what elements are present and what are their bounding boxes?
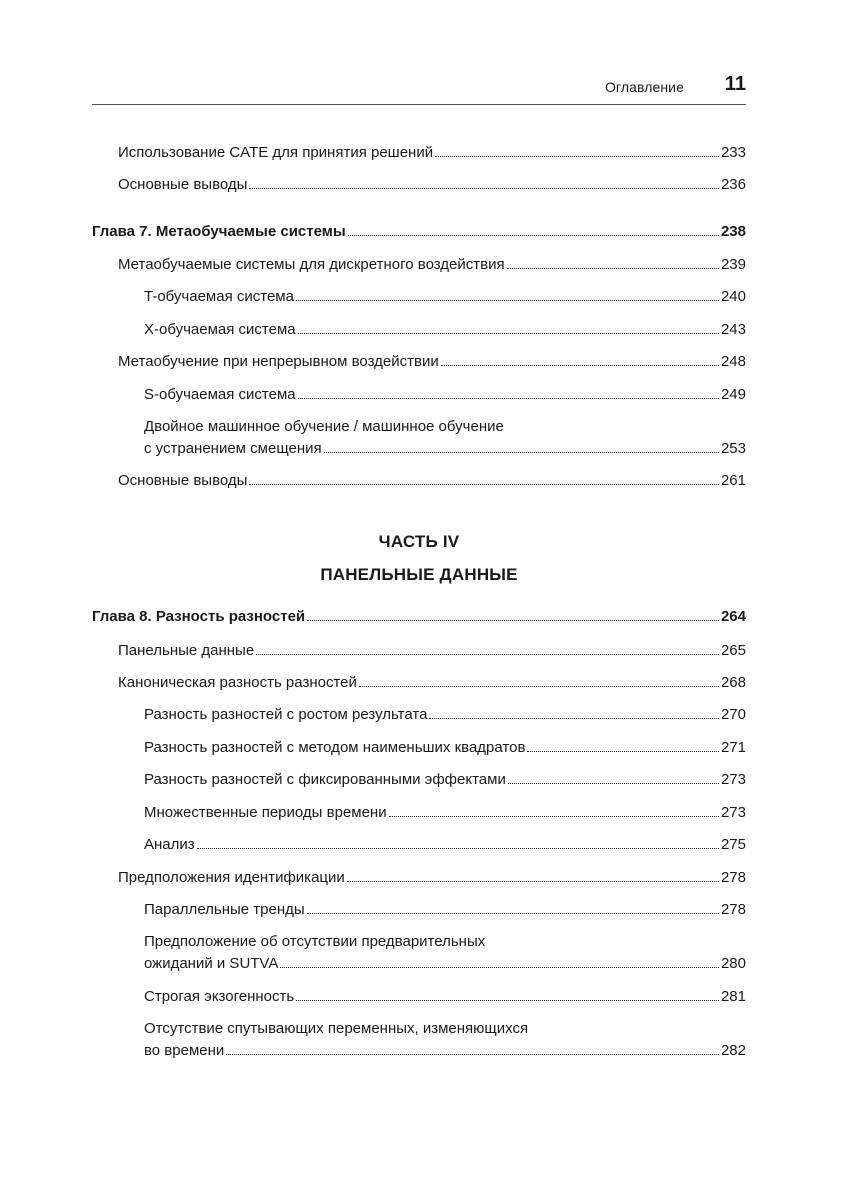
part-number: ЧАСТЬ IV [378, 532, 460, 551]
leader-dots [507, 265, 719, 269]
toc-entry[interactable]: Разность разностей с ростом результата 270 [144, 706, 746, 723]
leader-dots [249, 185, 719, 189]
page-ref: 265 [720, 642, 746, 659]
toc-entry[interactable]: Панельные данные 265 [118, 642, 746, 659]
page-ref: 239 [720, 256, 746, 273]
toc-chapter-8[interactable]: Глава 8. Разность разностей 264 [92, 608, 746, 625]
page-ref: 240 [720, 288, 746, 305]
page-ref: 261 [720, 472, 746, 489]
page-ref: 253 [720, 440, 746, 457]
toc-entry[interactable]: Разность разностей с фиксированными эффектами 273 [144, 771, 746, 788]
leader-dots [324, 449, 719, 453]
page-ref: 275 [720, 836, 746, 853]
leader-dots [527, 748, 719, 752]
page-ref: 264 [720, 608, 746, 625]
toc-chapter-7[interactable]: Глава 7. Метаобучаемые системы 238 [92, 223, 746, 240]
running-header-page-number: 11 [724, 73, 746, 95]
leader-dots [389, 813, 719, 817]
leader-dots [429, 715, 719, 719]
toc-entry[interactable]: Метаобучение при непрерывном воздействии 248 [118, 353, 746, 370]
part-title: ПАНЕЛЬНЫЕ ДАННЫЕ [320, 565, 518, 584]
toc-entry[interactable]: Метаобучаемые системы для дискретного воздействия 239 [118, 256, 746, 273]
page-ref: 270 [720, 706, 746, 723]
leader-dots [197, 845, 719, 849]
toc-entry[interactable]: Каноническая разность разностей 268 [118, 674, 746, 691]
running-header [92, 72, 746, 105]
toc-entry[interactable]: Отсутствие спутывающих переменных, изменяющихся во времени 282 [144, 1020, 746, 1059]
toc-entry[interactable]: Параллельные тренды 278 [144, 901, 746, 918]
toc-entry[interactable]: Предположение об отсутствии предварительных ожиданий и SUTVA 280 [144, 933, 746, 972]
page-ref: 249 [720, 386, 746, 403]
leader-dots [441, 362, 719, 366]
page-ref: 268 [720, 674, 746, 691]
leader-dots [296, 297, 719, 301]
toc-entry[interactable]: Предположения идентификации 278 [118, 869, 746, 886]
page-ref: 238 [720, 223, 746, 240]
toc-entry[interactable]: S-обучаемая система 249 [144, 386, 746, 403]
leader-dots [307, 910, 719, 914]
toc-entry[interactable]: Основные выводы 236 [118, 176, 746, 193]
leader-dots [435, 153, 719, 157]
page-ref: 271 [720, 739, 746, 756]
leader-dots [298, 330, 719, 334]
toc-entry[interactable]: Основные выводы 261 [118, 472, 746, 489]
page-ref: 233 [720, 144, 746, 161]
toc-entry[interactable]: T-обучаемая система 240 [144, 288, 746, 305]
page-ref: 248 [720, 353, 746, 370]
page-ref: 280 [720, 955, 746, 972]
leader-dots [359, 683, 719, 687]
leader-dots [347, 878, 719, 882]
page-ref: 282 [720, 1042, 746, 1059]
page-ref: 243 [720, 321, 746, 338]
page-ref: 278 [720, 901, 746, 918]
toc-entry[interactable]: Разность разностей с методом наименьших квадратов 271 [144, 739, 746, 756]
leader-dots [249, 481, 719, 485]
leader-dots [508, 780, 719, 784]
page-ref: 281 [720, 988, 746, 1005]
toc-entry[interactable]: Строгая экзогенность 281 [144, 988, 746, 1005]
leader-dots [256, 651, 719, 655]
toc-entry[interactable]: Использование CATE для принятия решений 233 [118, 144, 746, 161]
leader-dots [298, 395, 719, 399]
page-ref: 273 [720, 804, 746, 821]
toc-entry[interactable]: Анализ 275 [144, 836, 746, 853]
leader-dots [307, 617, 719, 621]
leader-dots [226, 1051, 719, 1055]
leader-dots [348, 232, 719, 236]
page-ref: 273 [720, 771, 746, 788]
page-ref: 236 [720, 176, 746, 193]
leader-dots [280, 964, 719, 968]
toc-entry[interactable]: Двойное машинное обучение / машинное обучение с устранением смещения 253 [144, 418, 746, 457]
toc-entry[interactable]: Множественные периоды времени 273 [144, 804, 746, 821]
toc-entry[interactable]: X-обучаемая система 243 [144, 321, 746, 338]
running-header-title: Оглавление [604, 79, 684, 95]
page-ref: 278 [720, 869, 746, 886]
leader-dots [296, 997, 719, 1001]
